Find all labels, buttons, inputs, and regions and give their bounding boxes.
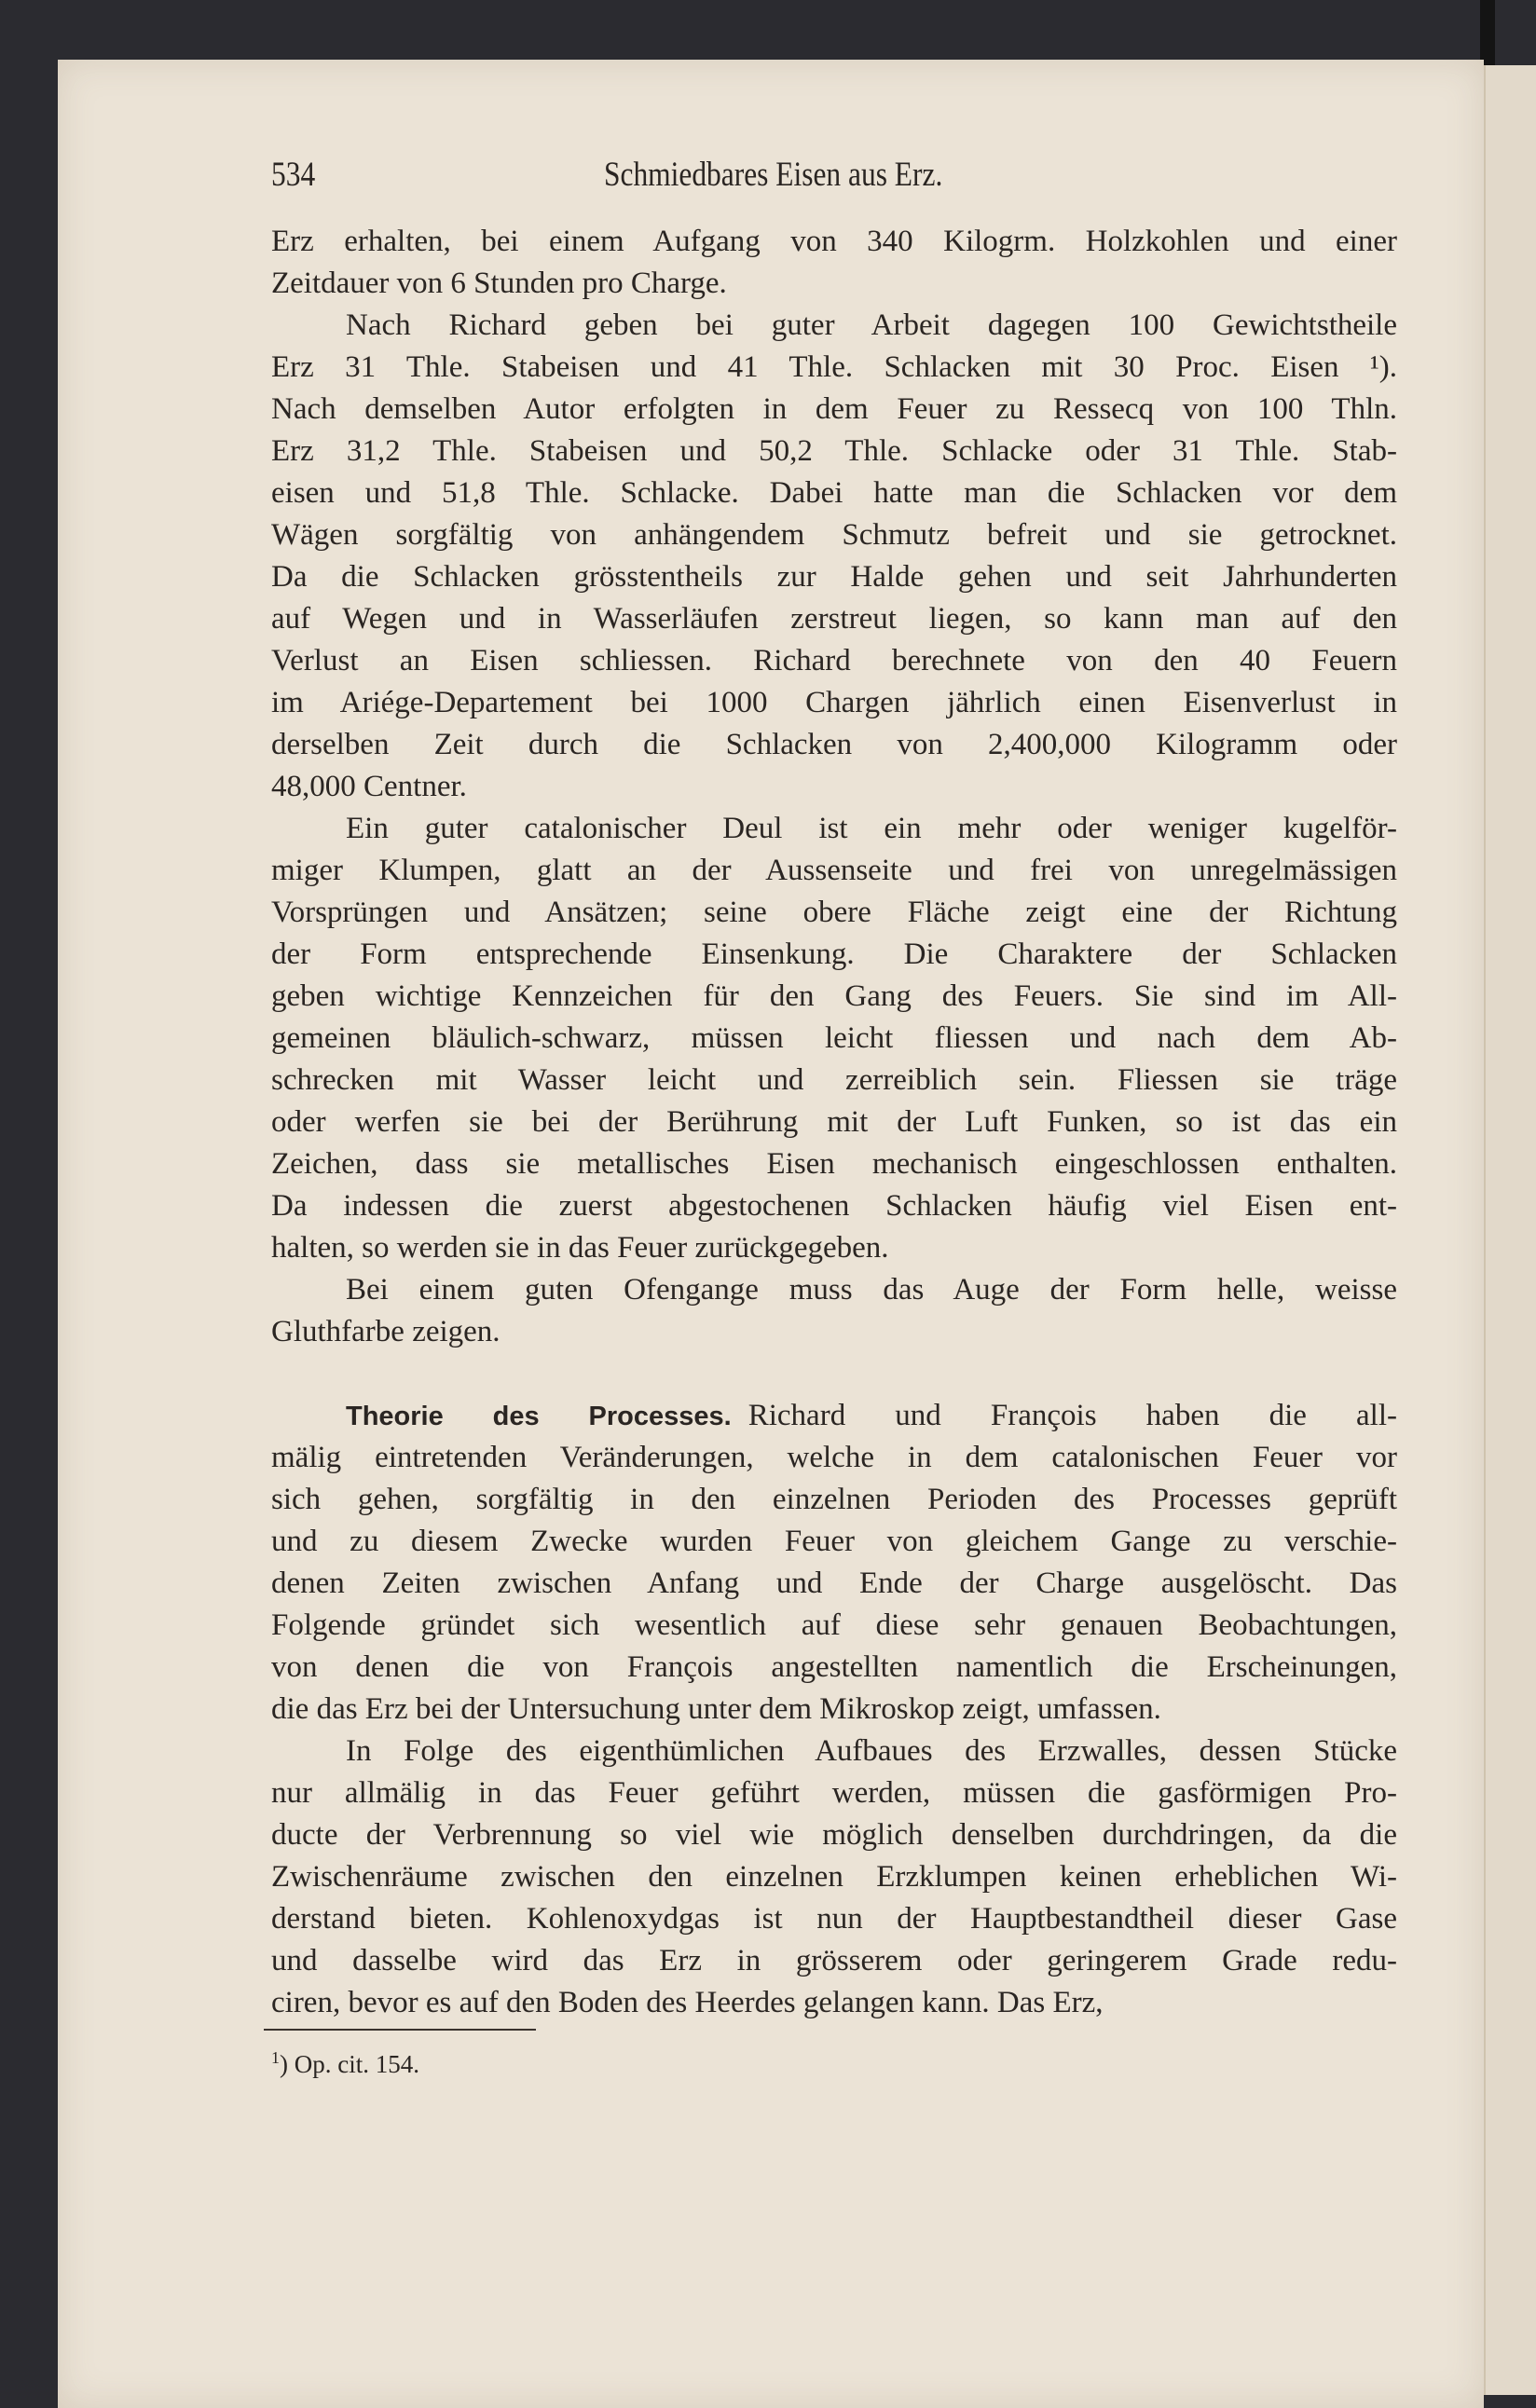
paragraph	[271, 1731, 1397, 2024]
text-line	[271, 1982, 1397, 2024]
text-line	[271, 1563, 1397, 1605]
text-line	[271, 1689, 1397, 1731]
text-line	[271, 1814, 1397, 1856]
text-line	[271, 556, 1397, 598]
text-line	[271, 976, 1397, 1018]
text-line	[271, 1143, 1397, 1185]
line-text: Folgende gründet sich wesentlich auf diese sehr genauen Beobachtungen,	[271, 1608, 1397, 1642]
line-text: die das Erz bei der Untersuchung unter dem Mikroskop zeigt, umfassen.	[271, 1692, 1161, 1726]
line-text: denen Zeiten zwischen Anfang und Ende der Charge ausgelöscht. Das	[271, 1567, 1397, 1600]
text-line	[271, 1772, 1397, 1814]
footnote-text: ) Op. cit. 154.	[280, 2050, 419, 2078]
text-line	[271, 1856, 1397, 1898]
text-line	[271, 682, 1397, 724]
text-line	[271, 305, 1397, 347]
text-line	[271, 766, 1397, 808]
footnote	[271, 2048, 419, 2079]
line-text: Da die Schlacken grösstentheils zur Halde gehen und seit Jahrhunderten	[271, 560, 1397, 594]
page-number: 534	[271, 156, 316, 194]
line-text: derselben Zeit durch die Schlacken von 2,400,000 Kilogramm oder	[271, 728, 1397, 761]
text-line	[271, 1185, 1397, 1227]
text-line	[271, 892, 1397, 934]
line-text: Richard und François haben die all-	[747, 1399, 1397, 1432]
text-line	[271, 1060, 1397, 1101]
text-line	[271, 850, 1397, 892]
text-line	[271, 808, 1397, 850]
next-page-edge	[1484, 65, 1536, 2395]
line-text: gemeinen bläulich-schwarz, müssen leicht fliessen und nach dem Ab-	[271, 1021, 1397, 1055]
line-text: Erz 31,2 Thle. Stabeisen und 50,2 Thle. Schlacke oder 31 Thle. Stab-	[271, 434, 1397, 468]
line-text: Zeichen, dass sie metallisches Eisen mechanisch eingeschlossen enthalten.	[271, 1147, 1397, 1181]
text-line	[271, 514, 1397, 556]
text-line	[271, 1647, 1397, 1689]
text-line	[271, 472, 1397, 514]
paragraph	[271, 305, 1397, 808]
text-line	[271, 1940, 1397, 1982]
line-text: im Ariége-Departement bei 1000 Chargen jährlich einen Eisenverlust in	[271, 686, 1397, 719]
line-text: Zeitdauer von 6 Stunden pro Charge.	[271, 267, 727, 300]
text-line	[271, 1437, 1397, 1479]
line-text: miger Klumpen, glatt an der Aussenseite und frei von unregelmässigen	[271, 854, 1397, 887]
paragraph	[271, 1269, 1397, 1353]
line-text: der Form entsprechende Einsenkung. Die Charaktere der Schlacken	[271, 937, 1397, 971]
line-text: Wägen sorgfältig von anhängendem Schmutz befreit und sie getrocknet.	[271, 518, 1397, 552]
line-text: derstand bieten. Kohlenoxydgas ist nun der Hauptbestandtheil dieser Gase	[271, 1902, 1397, 1936]
text-line	[271, 1269, 1397, 1311]
line-text: geben wichtige Kennzeichen für den Gang des Feuers. Sie sind im All-	[271, 979, 1397, 1013]
line-text: Bei einem guten Ofengange muss das Auge der Form helle, weisse	[346, 1273, 1397, 1307]
text-line	[271, 598, 1397, 640]
line-text: Erz 31 Thle. Stabeisen und 41 Thle. Schlacken mit 30 Proc. Eisen ¹).	[271, 350, 1397, 384]
text-line	[271, 1018, 1397, 1060]
line-text: von denen die von François angestellten namentlich die Erscheinungen,	[271, 1650, 1397, 1684]
line-text: nur allmälig in das Feuer geführt werden, müssen die gasförmigen Pro-	[271, 1776, 1397, 1810]
line-text: Ein guter catalonischer Deul ist ein mehr oder weniger kugelför-	[346, 812, 1397, 845]
line-text: Vorsprüngen und Ansätzen; seine obere Fläche zeigt eine der Richtung	[271, 896, 1397, 929]
paragraph	[271, 221, 1397, 305]
line-text: Nach demselben Autor erfolgten in dem Feuer zu Ressecq von 100 Thln.	[271, 392, 1397, 426]
line-text: und dasselbe wird das Erz in grösserem oder geringerem Grade redu-	[271, 1944, 1397, 1977]
line-text: auf Wegen und in Wasserläufen zerstreut liegen, so kann man auf den	[271, 602, 1397, 636]
line-text: sich gehen, sorgfältig in den einzelnen Perioden des Processes geprüft	[271, 1483, 1397, 1516]
line-text: In Folge des eigenthümlichen Aufbaues des Erzwalles, dessen Stücke	[346, 1734, 1397, 1768]
line-text: oder werfen sie bei der Berührung mit der Luft Funken, so ist das ein	[271, 1105, 1397, 1139]
line-text: schrecken mit Wasser leicht und zerreiblich sein. Fliessen sie träge	[271, 1063, 1397, 1097]
line-text: Erz erhalten, bei einem Aufgang von 340 Kilogrm. Holzkohlen und einer	[271, 225, 1397, 258]
text-line	[271, 389, 1397, 431]
book-spine	[1480, 0, 1495, 65]
line-text: Zwischenräume zwischen den einzelnen Erzklumpen keinen erheblichen Wi-	[271, 1860, 1397, 1894]
text-line	[271, 221, 1397, 263]
section-gap	[271, 1353, 1397, 1395]
text-line	[271, 1605, 1397, 1647]
line-text: Nach Richard geben bei guter Arbeit dagegen 100 Gewichtstheile	[346, 308, 1397, 342]
text-line	[271, 1395, 1397, 1437]
text-line	[271, 1227, 1397, 1269]
line-text: eisen und 51,8 Thle. Schlacke. Dabei hatte man die Schlacken vor dem	[271, 476, 1397, 510]
footnote-rule	[264, 2029, 536, 2031]
text-line	[271, 1311, 1397, 1353]
running-title: Schmiedbares Eisen aus Erz.	[604, 156, 943, 194]
text-line	[271, 640, 1397, 682]
paragraph	[271, 808, 1397, 1269]
text-line	[271, 263, 1397, 305]
line-text: ciren, bevor es auf den Boden des Heerdes gelangen kann. Das Erz,	[271, 1986, 1104, 2019]
section-paragraph	[271, 1395, 1397, 1731]
text-line	[271, 1479, 1397, 1521]
text-line	[271, 1731, 1397, 1772]
line-text: mälig eintretenden Veränderungen, welche in dem catalonischen Feuer vor	[271, 1441, 1397, 1474]
body-text	[271, 221, 1397, 2024]
text-line	[271, 724, 1397, 766]
line-text: Verlust an Eisen schliessen. Richard berechnete von den 40 Feuern	[271, 644, 1397, 677]
line-text: Da indessen die zuerst abgestochenen Schlacken häufig viel Eisen ent-	[271, 1189, 1397, 1223]
line-text: ducte der Verbrennung so viel wie möglich denselben durchdringen, da die	[271, 1818, 1397, 1852]
line-text: halten, so werden sie in das Feuer zurückgegeben.	[271, 1231, 889, 1265]
text-line	[271, 1101, 1397, 1143]
text-line	[271, 431, 1397, 472]
text-line	[271, 347, 1397, 389]
text-line	[271, 1898, 1397, 1940]
line-text: und zu diesem Zwecke wurden Feuer von gleichem Gange zu verschie-	[271, 1525, 1397, 1558]
footnote-marker: 1	[271, 2048, 280, 2067]
text-line	[271, 934, 1397, 976]
section-heading: Theorie des Processes.	[346, 1402, 732, 1431]
line-text: Gluthfarbe zeigen.	[271, 1315, 501, 1348]
line-text: 48,000 Centner.	[271, 770, 467, 803]
text-line	[271, 1521, 1397, 1563]
